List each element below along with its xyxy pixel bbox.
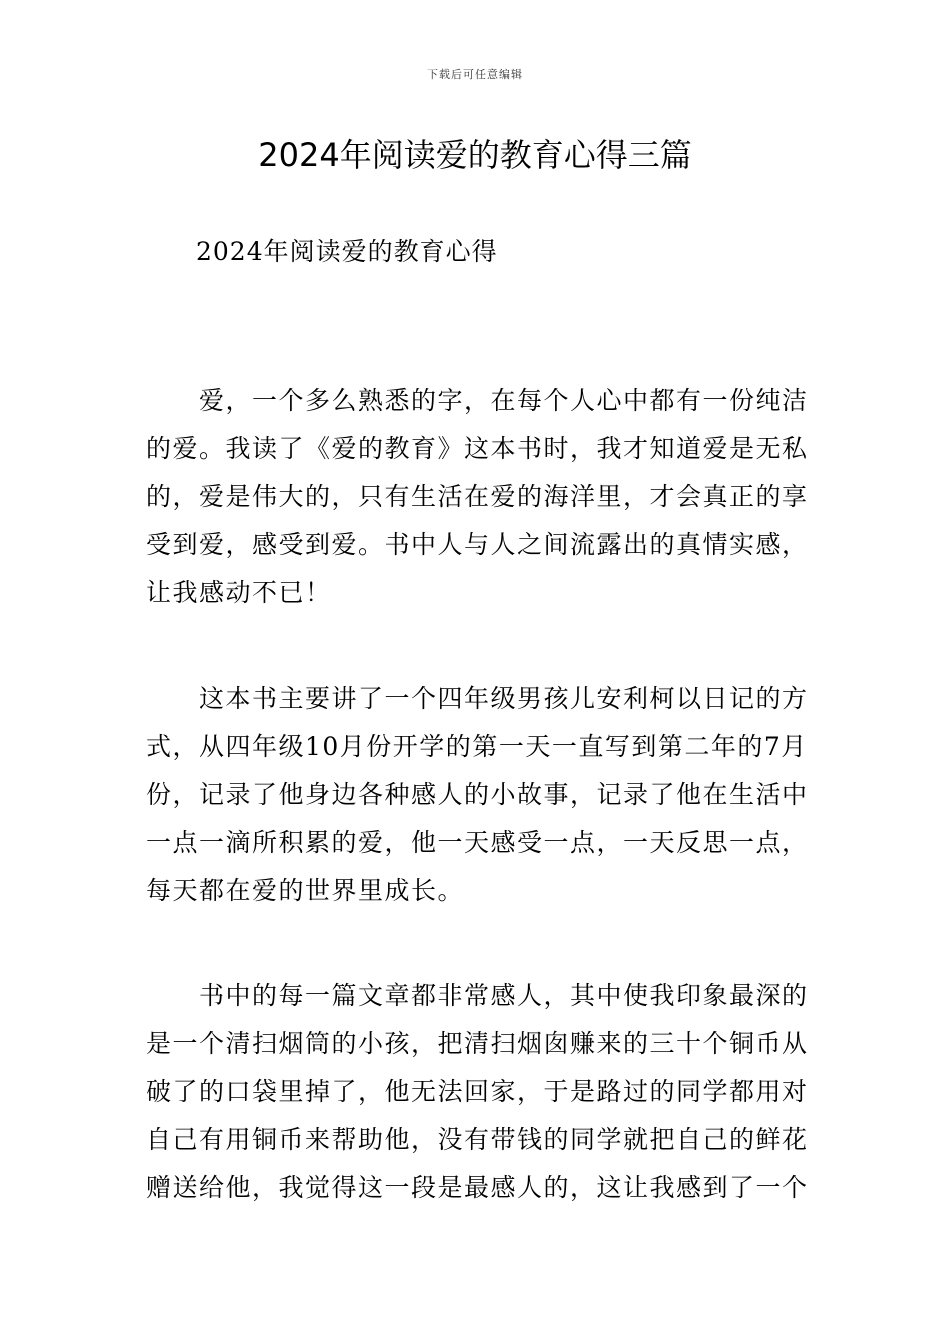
paragraph-line: 受到爱，感受到爱。书中人与人之间流露出的真情实感， (146, 530, 809, 559)
paragraph-line: 自己有用铜币来帮助他，没有带钱的同学就把自己的鲜花 (146, 1125, 809, 1154)
paragraph-line: 一点一滴所积累的爱，他一天感受一点，一天反思一点， (146, 828, 809, 857)
paragraph-line: 每天都在爱的世界里成长。 (146, 876, 465, 905)
document-title: 2024年阅读爱的教育心得三篇 (258, 136, 692, 174)
paragraph-3 (146, 972, 808, 1212)
paragraph-line: 爱，一个多么熟悉的字，在每个人心中都有一份纯洁 (146, 386, 809, 415)
paragraph-line: 这本书主要讲了一个四年级男孩儿安利柯以日记的方 (146, 684, 809, 713)
paragraph-line: 份，记录了他身边各种感人的小故事，记录了他在生活中 (146, 780, 809, 809)
paragraph-line: 书中的每一篇文章都非常感人，其中使我印象最深的 (146, 981, 809, 1010)
paragraph-1 (146, 377, 808, 617)
section-subtitle: 2024年阅读爱的教育心得 (196, 237, 498, 266)
paragraph-line: 破了的口袋里掉了，他无法回家，于是路过的同学都用对 (146, 1077, 809, 1106)
paragraph-line: 的爱。我读了《爱的教育》这本书时，我才知道爱是无私 (146, 434, 809, 463)
paragraph-line: 是一个清扫烟筒的小孩，把清扫烟囱赚来的三十个铜币从 (146, 1029, 809, 1058)
paragraph-line: 赠送给他，我觉得这一段是最感人的，这让我感到了一个 (146, 1173, 809, 1202)
paragraph-line: 让我感动不已！ (146, 578, 332, 607)
header-note: 下载后可任意编辑 (427, 68, 523, 81)
paragraph-2 (146, 675, 808, 915)
paragraph-line: 的，爱是伟大的，只有生活在爱的海洋里，才会真正的享 (146, 482, 809, 511)
paragraph-line: 式，从四年级10月份开学的第一天一直写到第二年的7月 (146, 732, 808, 761)
